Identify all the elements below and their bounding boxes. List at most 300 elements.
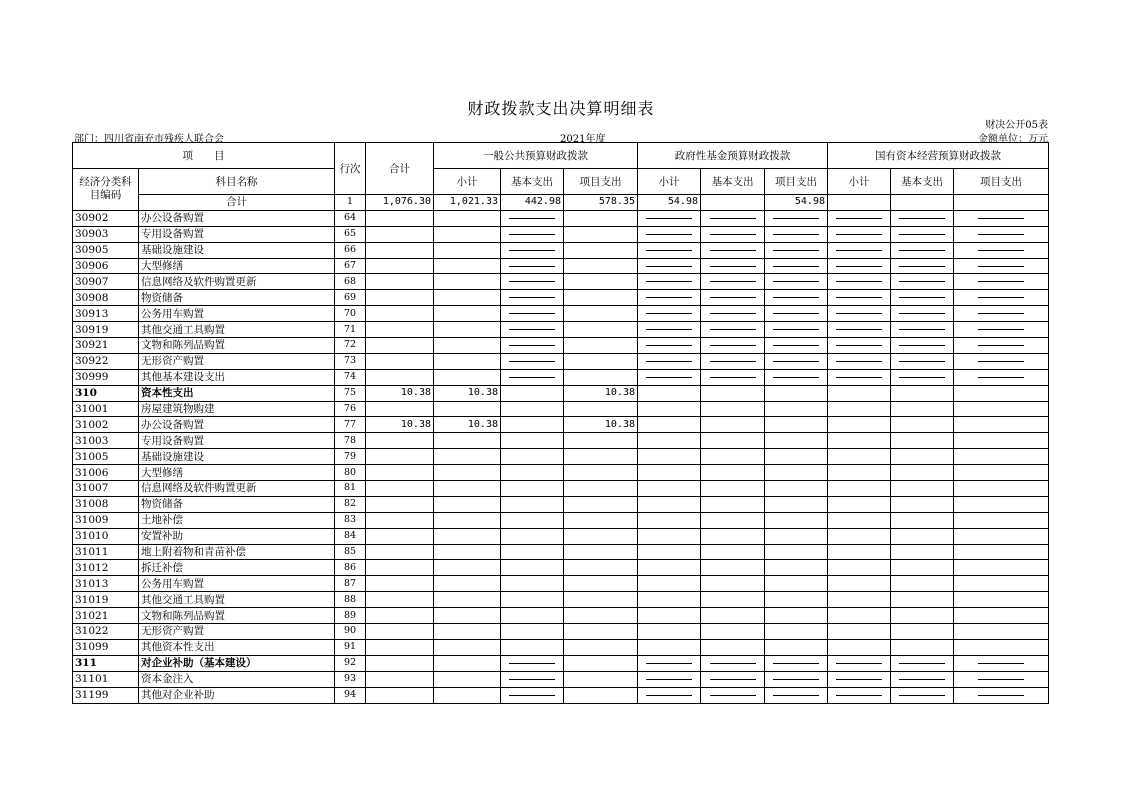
- amount-cell: [434, 322, 501, 338]
- not-applicable-dash: [978, 663, 1024, 664]
- amount-cell: [501, 496, 564, 512]
- amount-cell: [701, 624, 765, 640]
- amount-cell: [564, 210, 638, 226]
- amount-cell: [891, 465, 954, 481]
- amount-cell: [701, 306, 765, 322]
- not-applicable-dash: [978, 361, 1024, 362]
- not-applicable-dash: [710, 218, 756, 219]
- amount-cell: [828, 226, 891, 242]
- amount-cell: [765, 512, 828, 528]
- not-applicable-dash: [836, 266, 882, 267]
- econ-code-cell: 30905: [73, 242, 139, 258]
- amount-cell: [891, 592, 954, 608]
- amount-cell: [701, 496, 765, 512]
- not-applicable-dash: [710, 663, 756, 664]
- not-applicable-dash: [509, 329, 555, 330]
- amount-cell: [828, 576, 891, 592]
- amount-cell: [828, 258, 891, 274]
- not-applicable-dash: [773, 377, 819, 378]
- subject-name-cell: 其他对企业补助: [139, 687, 335, 703]
- fund-basic-header: 基本支出: [701, 169, 765, 195]
- amount-cell: [564, 528, 638, 544]
- not-applicable-dash: [899, 679, 945, 680]
- not-applicable-dash: [978, 266, 1024, 267]
- amount-cell: [434, 401, 501, 417]
- amount-cell: [954, 338, 1049, 354]
- amount-cell: [765, 417, 828, 433]
- amount-cell: [701, 576, 765, 592]
- amount-cell: 10.38: [434, 385, 501, 401]
- econ-code-cell: 31002: [73, 417, 139, 433]
- amount-cell: [638, 576, 701, 592]
- amount-cell: [954, 496, 1049, 512]
- amount-cell: [564, 671, 638, 687]
- row-no-cell: 90: [335, 624, 366, 640]
- amount-cell: [564, 592, 638, 608]
- amount-cell: [501, 528, 564, 544]
- row-no-cell: 75: [335, 385, 366, 401]
- amount-cell: [701, 592, 765, 608]
- amount-cell: [638, 433, 701, 449]
- econ-code-cell: 31005: [73, 449, 139, 465]
- amount-cell: [765, 624, 828, 640]
- amount-cell: [366, 496, 434, 512]
- amount-cell: [828, 449, 891, 465]
- amount-cell: [564, 274, 638, 290]
- amount-cell: [954, 290, 1049, 306]
- not-applicable-dash: [646, 377, 692, 378]
- amount-cell: [701, 465, 765, 481]
- subject-name-cell: 其他基本建设支出: [139, 369, 335, 385]
- amount-cell: [828, 481, 891, 497]
- total-row-no: 1: [335, 195, 366, 211]
- amount-cell: [638, 465, 701, 481]
- amount-cell: [828, 671, 891, 687]
- subject-name-cell: 安置补助: [139, 528, 335, 544]
- amount-cell: [891, 306, 954, 322]
- amount-cell: 10.38: [366, 417, 434, 433]
- amount-cell: [954, 353, 1049, 369]
- amount-cell: [501, 274, 564, 290]
- amount-cell: [765, 481, 828, 497]
- amount-cell: [638, 608, 701, 624]
- table-row: [73, 290, 1049, 306]
- amount-cell: [891, 655, 954, 671]
- project-header: 项 目: [73, 143, 335, 169]
- amount-cell: [366, 369, 434, 385]
- amount-cell: [891, 433, 954, 449]
- amount-cell: [501, 401, 564, 417]
- amount-cell: [501, 624, 564, 640]
- amount-cell: [828, 274, 891, 290]
- amount-cell: [701, 258, 765, 274]
- amount-cell: [434, 258, 501, 274]
- amount-cell: [434, 560, 501, 576]
- not-applicable-dash: [773, 313, 819, 314]
- table-row: [73, 671, 1049, 687]
- amount-cell: [891, 481, 954, 497]
- row-no-cell: 87: [335, 576, 366, 592]
- not-applicable-dash: [646, 345, 692, 346]
- amount-cell: [765, 592, 828, 608]
- amount-cell: [501, 258, 564, 274]
- amount-cell: [501, 608, 564, 624]
- amount-cell: [366, 608, 434, 624]
- amount-cell: [564, 544, 638, 560]
- not-applicable-dash: [509, 361, 555, 362]
- amount-cell: [564, 322, 638, 338]
- row-no-cell: 78: [335, 433, 366, 449]
- amount-cell: 10.38: [434, 417, 501, 433]
- amount-cell: [701, 290, 765, 306]
- amount-cell: [564, 655, 638, 671]
- amount-cell: [366, 512, 434, 528]
- total-value-cell: 578.35: [564, 195, 638, 211]
- not-applicable-dash: [710, 695, 756, 696]
- amount-cell: [954, 449, 1049, 465]
- amount-cell: [828, 401, 891, 417]
- subject-name-cell: 资本性支出: [139, 385, 335, 401]
- row-no-cell: 85: [335, 544, 366, 560]
- not-applicable-dash: [773, 695, 819, 696]
- amount-cell: [638, 512, 701, 528]
- econ-code-cell: 31010: [73, 528, 139, 544]
- not-applicable-dash: [836, 250, 882, 251]
- amount-cell: [891, 624, 954, 640]
- table-row: [73, 417, 1049, 433]
- capital-subtotal-header: 小计: [828, 169, 891, 195]
- not-applicable-dash: [836, 377, 882, 378]
- row-no-cell: 66: [335, 242, 366, 258]
- amount-cell: [501, 369, 564, 385]
- amount-cell: [954, 401, 1049, 417]
- not-applicable-dash: [773, 329, 819, 330]
- not-applicable-dash: [773, 361, 819, 362]
- amount-cell: [701, 608, 765, 624]
- amount-cell: [701, 385, 765, 401]
- econ-code-cell: 30999: [73, 369, 139, 385]
- fund-project-header: 项目支出: [765, 169, 828, 195]
- subject-name-cell: 其他交通工具购置: [139, 592, 335, 608]
- econ-code-cell: 311: [73, 655, 139, 671]
- subject-name-cell: 专用设备购置: [139, 433, 335, 449]
- not-applicable-dash: [509, 679, 555, 680]
- amount-cell: [828, 417, 891, 433]
- amount-cell: [891, 639, 954, 655]
- amount-cell: [765, 290, 828, 306]
- econ-code-cell: 30908: [73, 290, 139, 306]
- amount-cell: [434, 687, 501, 703]
- amount-cell: [434, 353, 501, 369]
- amount-cell: [954, 512, 1049, 528]
- amount-cell: [701, 639, 765, 655]
- amount-cell: [828, 655, 891, 671]
- not-applicable-dash: [773, 281, 819, 282]
- amount-cell: [954, 481, 1049, 497]
- table-row: [73, 353, 1049, 369]
- amount-cell: [434, 306, 501, 322]
- amount-cell: [828, 322, 891, 338]
- amount-cell: [638, 369, 701, 385]
- not-applicable-dash: [978, 218, 1024, 219]
- subject-name-cell: 公务用车购置: [139, 576, 335, 592]
- econ-code-cell: 31101: [73, 671, 139, 687]
- subject-name-cell: 专用设备购置: [139, 226, 335, 242]
- econ-code-cell: 31001: [73, 401, 139, 417]
- row-no-cell: 80: [335, 465, 366, 481]
- econ-code-cell: 30913: [73, 306, 139, 322]
- not-applicable-dash: [836, 679, 882, 680]
- subject-name-cell: 其他交通工具购置: [139, 322, 335, 338]
- amount-cell: [638, 544, 701, 560]
- form-number: 财决公开05表: [985, 120, 1048, 131]
- subject-name-cell: 基础设施建设: [139, 449, 335, 465]
- not-applicable-dash: [509, 234, 555, 235]
- amount-cell: [701, 226, 765, 242]
- subject-name-cell: 信息网络及软件购置更新: [139, 274, 335, 290]
- not-applicable-dash: [978, 679, 1024, 680]
- not-applicable-dash: [978, 297, 1024, 298]
- not-applicable-dash: [978, 313, 1024, 314]
- amount-cell: [638, 624, 701, 640]
- amount-cell: [954, 528, 1049, 544]
- amount-cell: [954, 576, 1049, 592]
- fiscal-year: 2021年度: [560, 134, 606, 145]
- amount-cell: [701, 560, 765, 576]
- table-row: [73, 576, 1049, 592]
- amount-cell: [828, 528, 891, 544]
- amount-cell: [765, 401, 828, 417]
- not-applicable-dash: [509, 313, 555, 314]
- capital-basic-header: 基本支出: [891, 169, 954, 195]
- amount-cell: [701, 671, 765, 687]
- not-applicable-dash: [836, 281, 882, 282]
- amount-cell: [564, 433, 638, 449]
- amount-cell: [501, 449, 564, 465]
- not-applicable-dash: [509, 281, 555, 282]
- not-applicable-dash: [899, 377, 945, 378]
- amount-cell: [366, 687, 434, 703]
- amount-cell: [765, 385, 828, 401]
- amount-cell: [828, 290, 891, 306]
- not-applicable-dash: [646, 695, 692, 696]
- amount-cell: [954, 592, 1049, 608]
- amount-cell: [828, 687, 891, 703]
- amount-cell: [564, 512, 638, 528]
- amount-cell: [564, 608, 638, 624]
- not-applicable-dash: [646, 234, 692, 235]
- econ-code-cell: 30907: [73, 274, 139, 290]
- econ-code-cell: 31199: [73, 687, 139, 703]
- amount-cell: [765, 338, 828, 354]
- not-applicable-dash: [899, 329, 945, 330]
- table-row: [73, 258, 1049, 274]
- row-no-cell: 69: [335, 290, 366, 306]
- amount-cell: [434, 465, 501, 481]
- amount-cell: [366, 449, 434, 465]
- econ-code-cell: 31013: [73, 576, 139, 592]
- amount-cell: [434, 512, 501, 528]
- not-applicable-dash: [899, 345, 945, 346]
- amount-cell: [765, 496, 828, 512]
- amount-cell: [501, 338, 564, 354]
- amount-cell: [434, 433, 501, 449]
- amount-cell: [501, 322, 564, 338]
- subject-name-cell: 大型修缮: [139, 258, 335, 274]
- department-label: 部门：四川省南充市残疾人联合会: [74, 134, 224, 145]
- econ-code-cell: 31012: [73, 560, 139, 576]
- amount-cell: [638, 687, 701, 703]
- row-no-cell: 70: [335, 306, 366, 322]
- table-row: [73, 274, 1049, 290]
- amount-cell: [501, 226, 564, 242]
- amount-cell: [501, 353, 564, 369]
- amount-cell: [638, 560, 701, 576]
- not-applicable-dash: [836, 695, 882, 696]
- table-row: [73, 210, 1049, 226]
- not-applicable-dash: [646, 281, 692, 282]
- amount-cell: [366, 560, 434, 576]
- amount-cell: [828, 306, 891, 322]
- not-applicable-dash: [899, 218, 945, 219]
- total-label: 合计: [139, 195, 335, 211]
- row-no-cell: 92: [335, 655, 366, 671]
- not-applicable-dash: [899, 250, 945, 251]
- amount-cell: [434, 655, 501, 671]
- total-value-cell: 1,021.33: [434, 195, 501, 211]
- amount-cell: [434, 528, 501, 544]
- amount-cell: [638, 496, 701, 512]
- not-applicable-dash: [836, 345, 882, 346]
- not-applicable-dash: [710, 234, 756, 235]
- amount-cell: [828, 496, 891, 512]
- amount-cell: [765, 449, 828, 465]
- amount-cell: [638, 226, 701, 242]
- amount-cell: [366, 338, 434, 354]
- total-row: [73, 195, 1049, 211]
- not-applicable-dash: [509, 218, 555, 219]
- amount-cell: [501, 671, 564, 687]
- row-no-cell: 93: [335, 671, 366, 687]
- table-row: [73, 592, 1049, 608]
- amount-cell: [954, 210, 1049, 226]
- amount-cell: [366, 290, 434, 306]
- amount-cell: [891, 226, 954, 242]
- not-applicable-dash: [978, 345, 1024, 346]
- amount-cell: [564, 639, 638, 655]
- amount-cell: [701, 433, 765, 449]
- amount-cell: [366, 671, 434, 687]
- amount-cell: [765, 608, 828, 624]
- not-applicable-dash: [899, 361, 945, 362]
- amount-cell: [828, 369, 891, 385]
- amount-cell: [701, 544, 765, 560]
- amount-cell: [765, 369, 828, 385]
- table-row: [73, 544, 1049, 560]
- amount-cell: [501, 592, 564, 608]
- amount-cell: [765, 322, 828, 338]
- amount-cell: [638, 290, 701, 306]
- table-row: [73, 655, 1049, 671]
- amount-cell: [891, 496, 954, 512]
- not-applicable-dash: [836, 329, 882, 330]
- amount-cell: [954, 417, 1049, 433]
- amount-cell: [701, 210, 765, 226]
- amount-cell: [564, 306, 638, 322]
- not-applicable-dash: [509, 266, 555, 267]
- amount-cell: [828, 210, 891, 226]
- not-applicable-dash: [773, 250, 819, 251]
- amount-cell: [954, 385, 1049, 401]
- amount-cell: [891, 353, 954, 369]
- not-applicable-dash: [978, 329, 1024, 330]
- amount-cell: [564, 369, 638, 385]
- amount-cell: [765, 226, 828, 242]
- not-applicable-dash: [899, 313, 945, 314]
- amount-cell: [564, 258, 638, 274]
- amount-cell: 10.38: [564, 385, 638, 401]
- general-basic-header: 基本支出: [501, 169, 564, 195]
- row-no-cell: 76: [335, 401, 366, 417]
- not-applicable-dash: [646, 266, 692, 267]
- amount-cell: [701, 687, 765, 703]
- total-value-cell: [828, 195, 891, 211]
- amount-cell: [954, 560, 1049, 576]
- amount-cell: [434, 274, 501, 290]
- amount-cell: [434, 639, 501, 655]
- econ-code-cell: 31009: [73, 512, 139, 528]
- subject-name-cell: 对企业补助（基本建设）: [139, 655, 335, 671]
- total-value-cell: 1,076.30: [366, 195, 434, 211]
- amount-cell: [828, 465, 891, 481]
- not-applicable-dash: [710, 266, 756, 267]
- amount-cell: [434, 338, 501, 354]
- amount-cell: [701, 417, 765, 433]
- amount-cell: [366, 592, 434, 608]
- amount-cell: [701, 274, 765, 290]
- amount-cell: [366, 242, 434, 258]
- amount-cell: [828, 353, 891, 369]
- amount-cell: [366, 401, 434, 417]
- amount-cell: [366, 274, 434, 290]
- fund-subtotal-header: 小计: [638, 169, 701, 195]
- econ-code-cell: 31003: [73, 433, 139, 449]
- amount-cell: [954, 242, 1049, 258]
- amount-cell: [765, 544, 828, 560]
- amount-cell: [891, 560, 954, 576]
- amount-cell: [366, 528, 434, 544]
- amount-cell: [638, 385, 701, 401]
- not-applicable-dash: [978, 695, 1024, 696]
- report-title: 财政拨款支出决算明细表: [467, 99, 655, 118]
- row-no-cell: 74: [335, 369, 366, 385]
- amount-cell: [434, 496, 501, 512]
- econ-code-cell: 31021: [73, 608, 139, 624]
- econ-code-cell: 31022: [73, 624, 139, 640]
- econ-code-cell: 30902: [73, 210, 139, 226]
- amount-cell: [434, 226, 501, 242]
- row-no-cell: 65: [335, 226, 366, 242]
- amount-cell: [891, 671, 954, 687]
- amount-cell: [891, 385, 954, 401]
- amount-cell: [501, 242, 564, 258]
- amount-cell: [434, 290, 501, 306]
- total-value-cell: [701, 195, 765, 211]
- econ-code-cell: 31008: [73, 496, 139, 512]
- not-applicable-dash: [899, 281, 945, 282]
- amount-cell: [891, 322, 954, 338]
- amount-cell: [765, 687, 828, 703]
